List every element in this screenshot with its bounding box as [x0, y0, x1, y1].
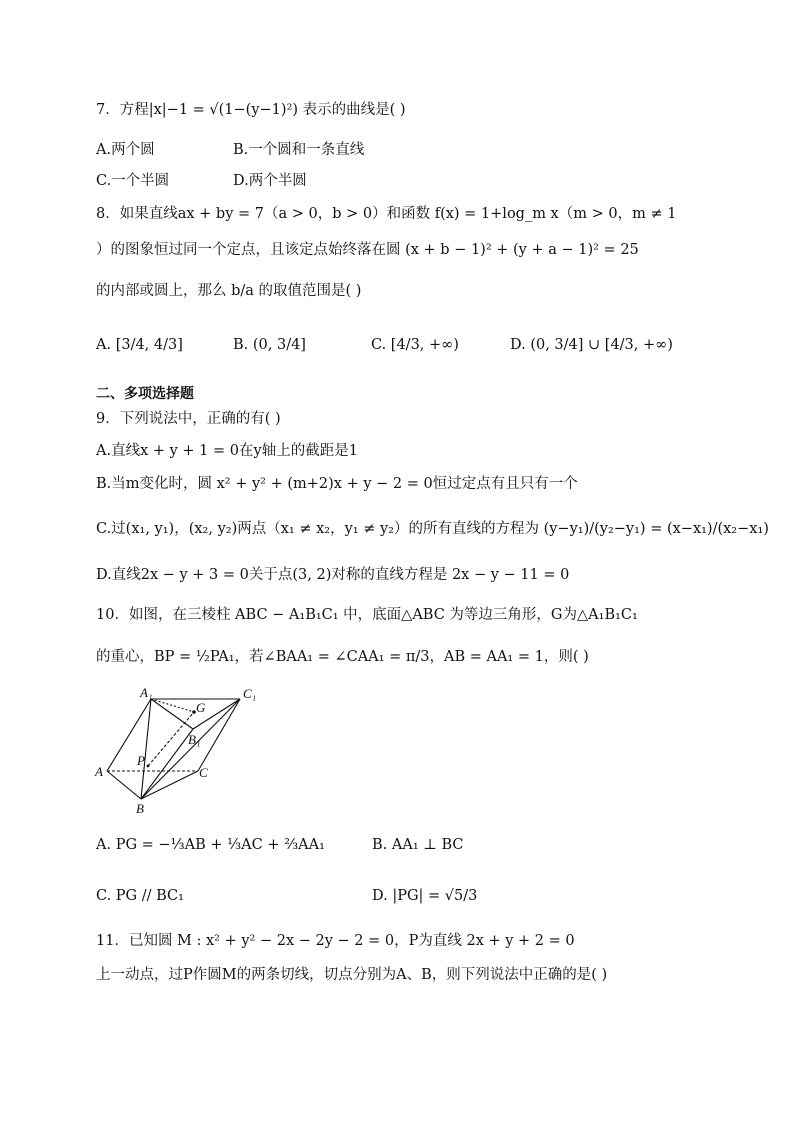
q9-stem: 9．下列说法中，正确的有( )	[96, 411, 281, 427]
segment-b-c1	[141, 699, 240, 799]
label-p: P	[137, 753, 145, 768]
edge-b-b1	[141, 729, 193, 799]
q10-line-1: 10．如图，在三棱柱 ABC − A₁B₁C₁ 中，底面△ABC 为等边三角形，G为△A₁B₁C₁	[96, 607, 638, 623]
label-c1: C₁	[243, 686, 257, 701]
section-heading: 二、多项选择题	[96, 386, 194, 402]
label-a: A	[95, 764, 103, 779]
q9-option-b: B.当m变化时，圆 x² + y² + (m+2)x + y − 2 = 0恒过定点有且只有一个	[96, 476, 578, 492]
q10-option-a: A. PG = −⅓AB + ⅓AC + ⅔AA₁	[96, 837, 325, 853]
label-g: G	[196, 700, 206, 715]
prism-figure	[90, 686, 260, 818]
q10-line-2: 的重心，BP = ½PA₁，若∠BAA₁ = ∠CAA₁ = π/3，AB = AA₁ = 1，则( )	[96, 649, 589, 665]
q8-option-b: B. (0, 3/4]	[233, 337, 306, 353]
label-b1: B₁	[188, 732, 201, 747]
q9-option-a: A.直线x + y + 1 = 0在y轴上的截距是1	[96, 443, 358, 459]
edge-b-c	[141, 771, 198, 799]
label-b: B	[136, 801, 144, 816]
q7-option-a: A.两个圆	[96, 142, 155, 158]
edge-a-b	[107, 771, 141, 799]
edge-a1-b1	[151, 699, 193, 729]
q9-option-c: C.过(x₁, y₁)，(x₂, y₂)两点（x₁ ≠ x₂，y₁ ≠ y₂）的所有直线的方程为 (y−y₁)/(y₂−y₁) = (x−x₁)/(x₂−x₁)	[96, 521, 769, 537]
q7-option-d: D.两个半圆	[233, 173, 307, 189]
q8-line-2: ）的图象恒过同一个定点，且该定点始终落在圆 (x + b − 1)² + (y + a − 1)² = 25	[96, 242, 639, 258]
q7-option-b: B.一个圆和一条直线	[233, 142, 365, 158]
label-a1: A₁	[140, 686, 153, 700]
segment-g-a1	[151, 699, 194, 712]
q10-option-c: C. PG // BC₁	[96, 888, 184, 904]
q8-option-d: D. (0, 3/4] ∪ [4/3, +∞)	[510, 337, 673, 353]
point-p	[147, 765, 150, 768]
q8-line-1: 8．如果直线ax + by = 7（a > 0，b > 0）和函数 f(x) = 1+log_m x（m > 0，m ≠ 1	[96, 206, 677, 222]
q8-option-c: C. [4/3, +∞)	[371, 337, 459, 353]
q10-option-d: D. |PG| = √5/3	[372, 888, 478, 904]
q9-option-d: D.直线2x − y + 3 = 0关于点(3, 2)对称的直线方程是 2x − y − 11 = 0	[96, 567, 570, 583]
q10-option-b: B. AA₁ ⊥ BC	[372, 837, 464, 853]
q11-line-1: 11．已知圆 M : x² + y² − 2x − 2y − 2 = 0，P为直线 2x + y + 2 = 0	[96, 933, 575, 949]
label-c: C	[199, 765, 208, 780]
q7-option-c: C.一个半圆	[96, 173, 170, 189]
q7-stem: 7．方程|x|−1 = √(1−(y−1)²) 表示的曲线是( )	[96, 102, 406, 118]
q11-line-2: 上一动点，过P作圆M的两条切线，切点分别为A、B，则下列说法中正确的是( )	[96, 967, 608, 983]
segment-a1-b	[141, 699, 151, 799]
q8-line-3: 的内部或圆上，那么 b/a 的取值范围是( )	[96, 283, 362, 299]
q8-option-a: A. [3/4, 4/3]	[96, 337, 183, 353]
